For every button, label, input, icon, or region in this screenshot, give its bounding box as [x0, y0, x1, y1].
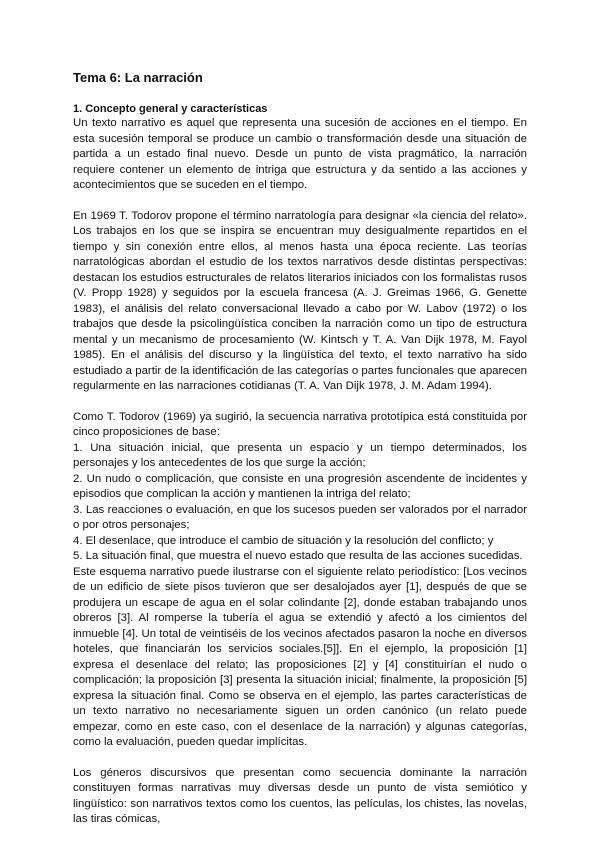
list-item: 1. Una situación inicial, que presenta un espacio y un tiempo determinados, los personajes y los antecedentes de los que surge la acción;: [73, 441, 527, 469]
paragraph-gap: [73, 395, 527, 410]
list-item: 2. Un nudo o complicación, que consiste en una progresión ascendente de incidentes y episodios que complican la acción y mantienen la intriga del relato;: [73, 472, 527, 500]
page-title: Tema 6: La narración: [73, 70, 203, 85]
section-heading: 1. Concepto general y características: [73, 103, 268, 115]
paragraph-sequence-intro: Como T. Todorov (1969) ya sugirió, la secuencia narrativa prototípica está constituida por cinco proposiciones de base:: [73, 410, 527, 438]
list-item: 3. Las reacciones o evaluación, en que los sucesos pueden ser valorados por el narrador o por otros personajes;: [73, 503, 527, 531]
paragraph-example: Este esquema narrativo puede ilustrarse con el siguiente relato periodístico: [Los vecinos de un edificio de siete pisos tuvieron que ser desalojados ayer [1], después de que se produjera un escape de agua en el solar colindante [2], donde estaban trabajando unos obreros [3]. Al romperse la tubería el agua se extendió y afectó a los cimientos del inmueble [4]. Un total de veintiséis de los vecinos afectados pasaron la noche en diversos hoteles, que financiarán los servicios sociales.[5]]. En el ejemplo, la proposición [1] expresa el desenlace del relato; las proposiciones [2] y [4] constituirían el nudo o complicación; la proposición [3] presenta la situación inicial; finalmente, la proposición [5] expresa la situación final. Como se observa en el ejemplo, las partes características de un texto narrativo no necesariamente siguen un orden canónico (un relato puede empezar, como en este caso, con el desenlace de la narración) y algunas categorías, como la evaluación, pueden quedar implícitas.: [73, 565, 527, 748]
paragraph-genres: Los géneros discursivos que presentan como secuencia dominante la narración constituyen formas narrativas muy diversas desde un punto de vista semiótico y lingüístico: son narrativos textos como los cuentos, las películas, los chistes, las novelas, las tiras cómicas,: [73, 766, 527, 825]
paragraph-gap: [73, 751, 527, 766]
paragraph-narratology: En 1969 T. Todorov propone el término narratología para designar «la ciencia del relato». Los trabajos en los que se inspira se encuentran muy desigualmente repartidos en el tiempo y sin conexión entre ellos, al menos hasta una época reciente. Las teorías narratológicas abordan el estudio de los textos narrativos desde distintas perspectivas: destacan los estudios estructurales de relatos literarios iniciados con los formalistas rusos (V. Propp 1928) y seguidos por la escuela francesa (A. J. Greimas 1966, G. Genette 1983), el análisis del relato conversacional llevado a cabo por W. Labov (1972) o los trabajos que desde la psicolingüística conciben la narración como un tipo de estructura mental y un mecanismo de procesamiento (W. Kintsch y T. A. Van Dijk 1978, M. Fayol 1985). En el análisis del discurso y la lingüística del texto, el texto narrativo ha sido estudiado a partir de la identificación de las categorías o partes funcionales que aparecen regularmente en las narraciones cotidianas (T. A. Van Dijk 1978, J. M. Adam 1994).: [73, 209, 527, 392]
paragraph-intro: Un texto narrativo es aquel que representa una sucesión de acciones en el tiempo. En esta sucesión temporal se produce un cambio o transformación desde una situación de partida a un estado final nuevo. Desde un punto de vista pragmático, la narración requiere contener un elemento de intriga que estructura y da sentido a las acciones y acontecimientos que se suceden en el tiempo.: [73, 117, 527, 191]
list-item: 4. El desenlace, que introduce el cambio de situación y la resolución del conflicto; y: [73, 534, 494, 547]
paragraph-gap: [73, 194, 527, 209]
list-item: 5. La situación final, que muestra el nuevo estado que resulta de las acciones sucedidas.: [73, 550, 523, 562]
